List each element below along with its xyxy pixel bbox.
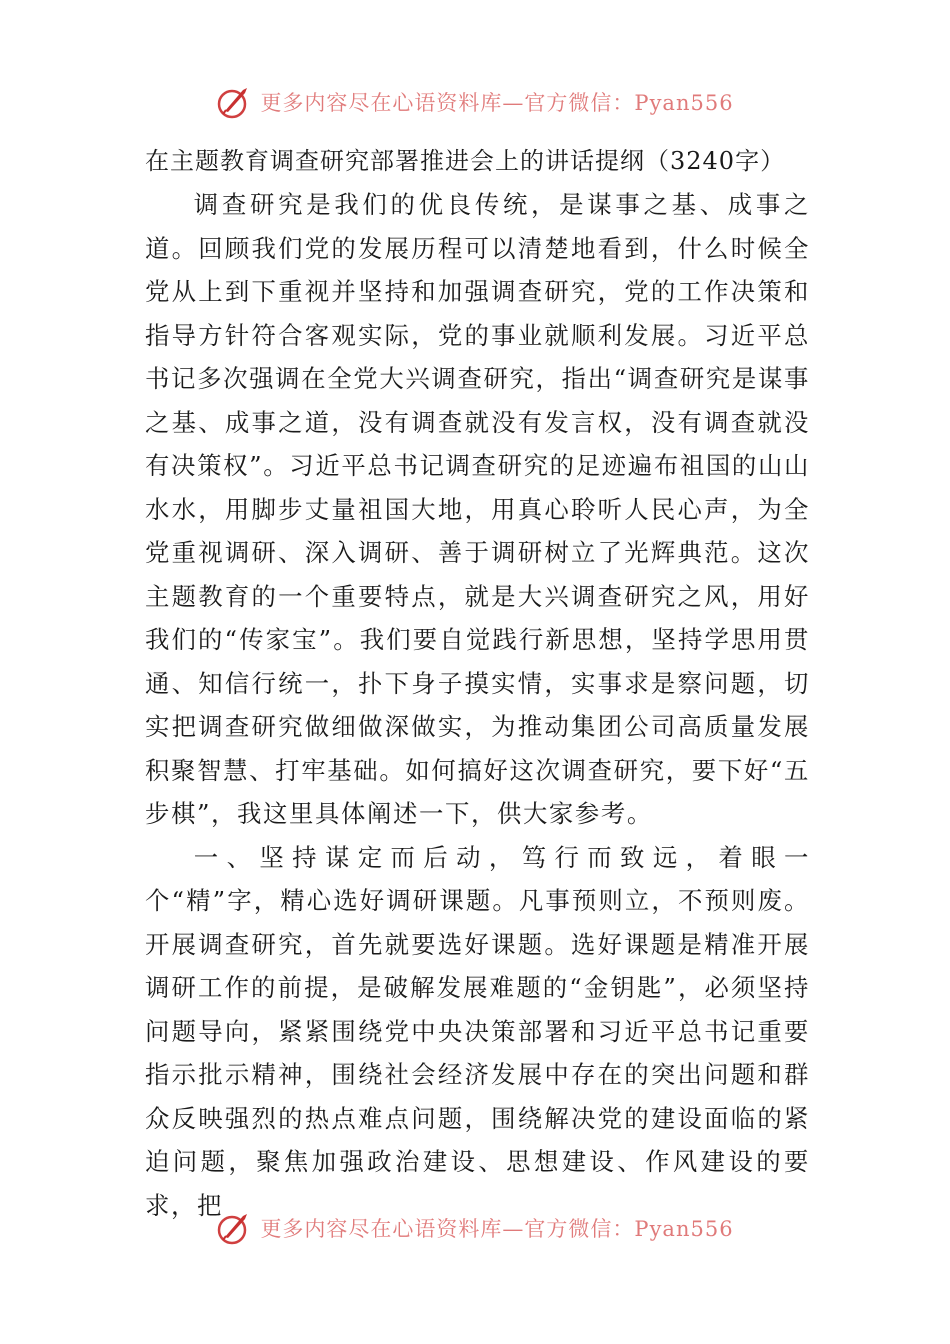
header-watermark [0,80,950,124]
paragraph: 一、坚持谋定而后动，笃行而致远，着眼一个“精”字，精心选好调研课题。凡事预则立，不预则废。开展调查研究，首先就要选好课题。选好课题是精准开展调研工作的前提，是破解发展难题的“金钥匙”，必须坚持问题导向，紧紧围绕党中央决策部署和习近平总书记重要指示批示精神，围绕社会经济发展中存在的突出问题和群众反映强烈的热点难点问题，围绕解决党的建设面临的紧迫问题，聚焦加强政治建设、思想建设、作风建设的要求，把 [145,842,810,1220]
quill-logo-icon [216,84,252,120]
document-body [145,140,810,1227]
watermark-text: 更多内容尽在心语资料库—官方微信：Pyan556 [260,1217,734,1241]
quill-logo-icon [216,1210,252,1246]
footer-watermark [0,1206,950,1250]
document-title: 在主题教育调查研究部署推进会上的讲话提纲（3240字） [145,147,786,175]
watermark-text: 更多内容尽在心语资料库—官方微信：Pyan556 [260,91,734,115]
paragraph: 调查研究是我们的优良传统，是谋事之基、成事之道。回顾我们党的发展历程可以清楚地看到，什么时候全党从上到下重视并坚持和加强调查研究，党的工作决策和指导方针符合客观实际，党的事业就顺利发展。习近平总书记多次强调在全党大兴调查研究，指出“调查研究是谋事之基、成事之道，没有调查就没有发言权，没有调查就没有决策权”。习近平总书记调查研究的足迹遍布祖国的山山水水，用脚步丈量祖国大地，用真心聆听人民心声，为全党重视调研、深入调研、善于调研树立了光辉典范。这次主题教育的一个重要特点，就是大兴调查研究之风，用好我们的“传家宝”。我们要自觉践行新思想，坚持学思用贯通、知信行统一，扑下身子摸实情，实事求是察问题，切实把调查研究做细做深做实，为推动集团公司高质量发展积聚智慧、打牢基础。如何搞好这次调查研究，要下好“五步棋”，我这里具体阐述一下，供大家参考。 [145,190,810,828]
